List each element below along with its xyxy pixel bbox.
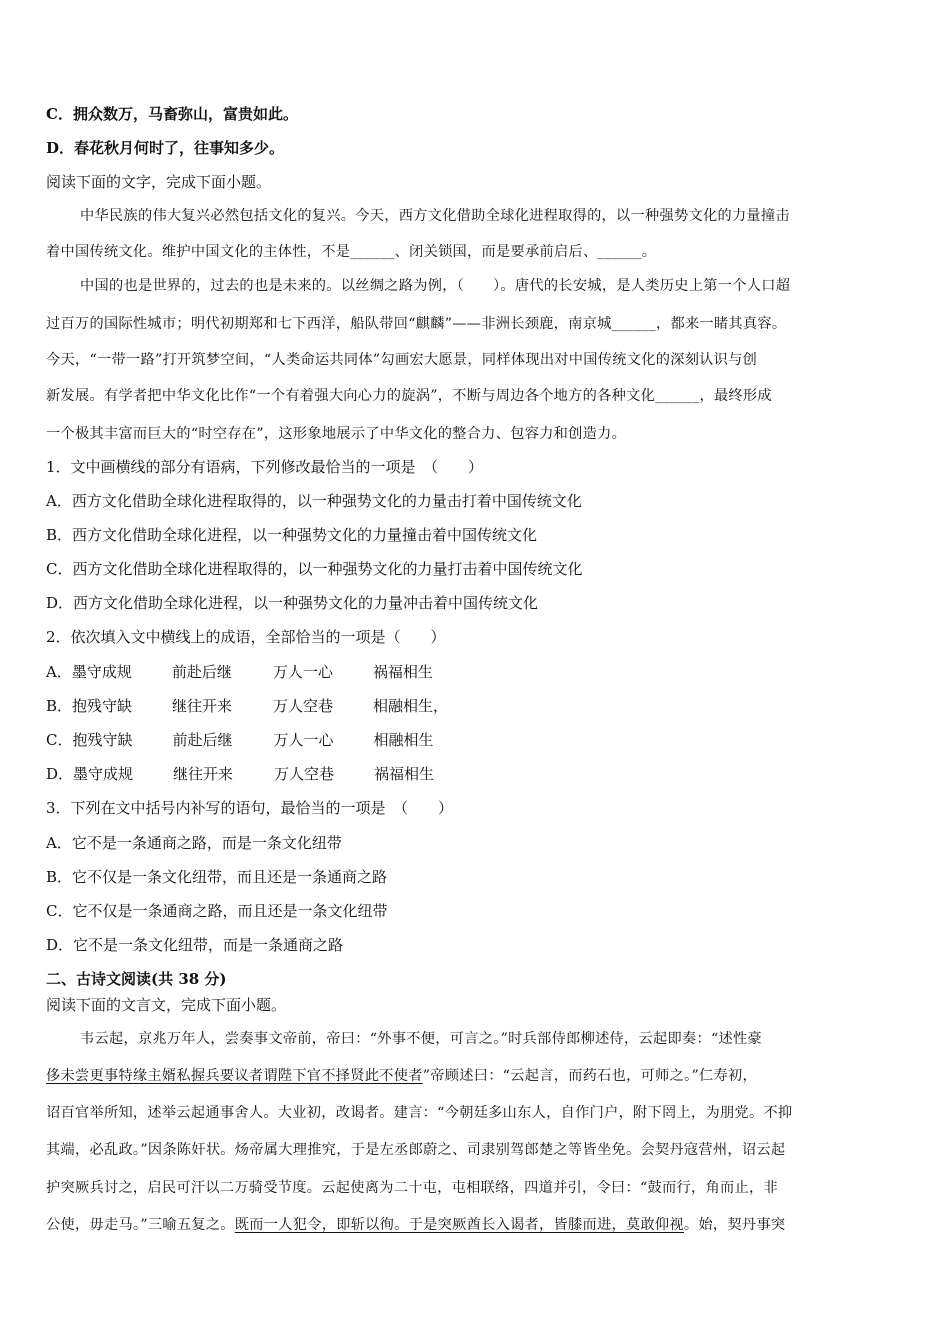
instruction-classical-text: 阅读下面的文言文，完成下面小题。 (46, 996, 287, 1014)
classical-line: 其端，必乱政。”因条陈奸状。炀帝属大理推究，于是左丞郎蔚之、司隶别驾郎楚之等皆坐免。会契丹寇营州，诏云起 (46, 1142, 786, 1158)
classical-line (46, 1066, 757, 1086)
question-1: 1．文中画横线的部分有语病，下列修改最恰当的一项是 （ ） (46, 458, 484, 476)
option-c-previous: C．拥众数万，马畜弥山，富贵如此。 (46, 105, 298, 123)
idiom-3: 万人一心 (273, 731, 334, 749)
passage2-line: 中国的也是世界的，过去的也是未来的。以丝绸之路为例，（ ）。唐代的长安城，是人类历史上第一个人口超 (80, 278, 791, 294)
question-2: 2．依次填入文中横线上的成语，全部恰当的一项是（ ） (46, 628, 446, 646)
idiom-4: 相融相生 (373, 731, 434, 749)
q3-option-c: C．它不仅是一条通商之路，而且还是一条文化纽带 (46, 902, 388, 920)
q1-option-b: B．西方文化借助全球化进程，以一种强势文化的力量撞击着中国传统文化 (46, 526, 538, 544)
q2-option-a (46, 662, 433, 682)
question-3: 3．下列在文中括号内补写的语句，最恰当的一项是 （ ） (46, 799, 454, 817)
idiom-4: 祸福相生 (372, 663, 433, 681)
option-label: A． (46, 663, 72, 681)
idiom-4: 相融相生， (373, 697, 449, 715)
idiom-3: 万人一心 (272, 663, 333, 681)
passage2-line: 新发展。有学者把中华文化比作“一个有着强大向心力的旋涡”，不断与周边各个地方的各种文化______，最终形成 (46, 388, 772, 404)
passage2-line: 今天，“一带一路”打开筑梦空间，“人类命运共同体”勾画宏大愿景，同样体现出对中国传统文化的深刻认识与创 (46, 352, 758, 368)
instruction-modern-text: 阅读下面的文字，完成下面小题。 (46, 173, 272, 191)
idiom-1: 抱残守缺 (72, 731, 133, 749)
idiom-4: 祸福相生 (374, 765, 435, 783)
classical-line: 韦云起，京兆万年人，尝奏事文帝前，帝曰：“外事不便，可言之。”时兵部侍郎柳述侍，云起即奏：“述性豪 (80, 1031, 762, 1047)
passage1-line: 中华民族的伟大复兴必然包括文化的复兴。今天，西方文化借助全球化进程取得的，以一种强势文化的力量撞击 (80, 208, 790, 224)
classical-text: 。始，契丹事突 (683, 1217, 786, 1233)
classical-text: ”帝顾述曰：“云起言，而药石也，可师之。”仁寿初， (422, 1068, 757, 1084)
idiom-2: 继往开来 (172, 697, 233, 715)
classical-text: 公使，毋走马。”三喻五复之。 (46, 1217, 235, 1233)
q1-option-a: A．西方文化借助全球化进程取得的，以一种强势文化的力量击打着中国传统文化 (46, 492, 582, 510)
idiom-3: 万人空巷 (274, 765, 335, 783)
classical-line (46, 1215, 785, 1235)
idiom-1: 墨守成规 (73, 765, 134, 783)
q1-option-c: C．西方文化借助全球化进程取得的，以一种强势文化的力量打击着中国传统文化 (46, 560, 583, 578)
option-d-previous: D．春花秋月何时了，往事知多少。 (46, 139, 285, 157)
idiom-2: 前赴后继 (172, 731, 233, 749)
idiom-3: 万人空巷 (273, 697, 334, 715)
idiom-1: 墨守成规 (71, 663, 132, 681)
underlined-sentence: 侈未尝更事特缘主婿私握兵要议者谓陛下官不择贤此不使者 (46, 1068, 423, 1084)
section-2-heading: 二、古诗文阅读(共 38 分) (46, 970, 227, 988)
q2-option-d (46, 764, 434, 784)
q2-option-b (46, 696, 448, 716)
option-label: B． (46, 697, 73, 715)
idiom-1: 抱残守缺 (72, 697, 133, 715)
q3-option-a: A．它不是一条通商之路，而是一条文化纽带 (46, 834, 342, 852)
passage2-line: 一个极其丰富而巨大的“时空存在”，这形象地展示了中华文化的整合力、包容力和创造力。 (46, 426, 627, 442)
option-label: D． (46, 765, 74, 783)
idiom-2: 继往开来 (173, 765, 234, 783)
classical-line: 诏百官举所知，述举云起通事舍人。大业初，改谒者。建言：“今朝廷多山东人，自作门户，附下罔上，为朋党。不抑 (46, 1105, 793, 1121)
idiom-2: 前赴后继 (171, 663, 232, 681)
q3-option-d: D．它不是一条文化纽带，而是一条通商之路 (46, 936, 344, 954)
option-label: C． (46, 731, 73, 749)
q2-option-c (46, 730, 434, 750)
q1-option-d: D．西方文化借助全球化进程，以一种强势文化的力量冲击着中国传统文化 (46, 594, 539, 612)
q3-option-b: B．它不仅是一条文化纽带，而且还是一条通商之路 (46, 868, 388, 886)
classical-line: 护突厥兵讨之，启民可汗以二万骑受节度。云起使离为二十屯，屯相联络，四道并引，令曰：“鼓而行，角而止，非 (46, 1180, 778, 1196)
passage1-line: 着中国传统文化。维护中国文化的主体性，不是______、闭关锁国，而是要承前启后、______。 (46, 244, 657, 260)
underlined-sentence: 既而一人犯令，即斩以徇。于是突厥酋长入谒者，皆膝而进，莫敢仰视 (234, 1217, 684, 1233)
passage2-line: 过百万的国际性城市；明代初期郑和七下西洋，船队带回“麒麟”——非洲长颈鹿，南京城______，都来一睹其真容。 (46, 316, 787, 332)
